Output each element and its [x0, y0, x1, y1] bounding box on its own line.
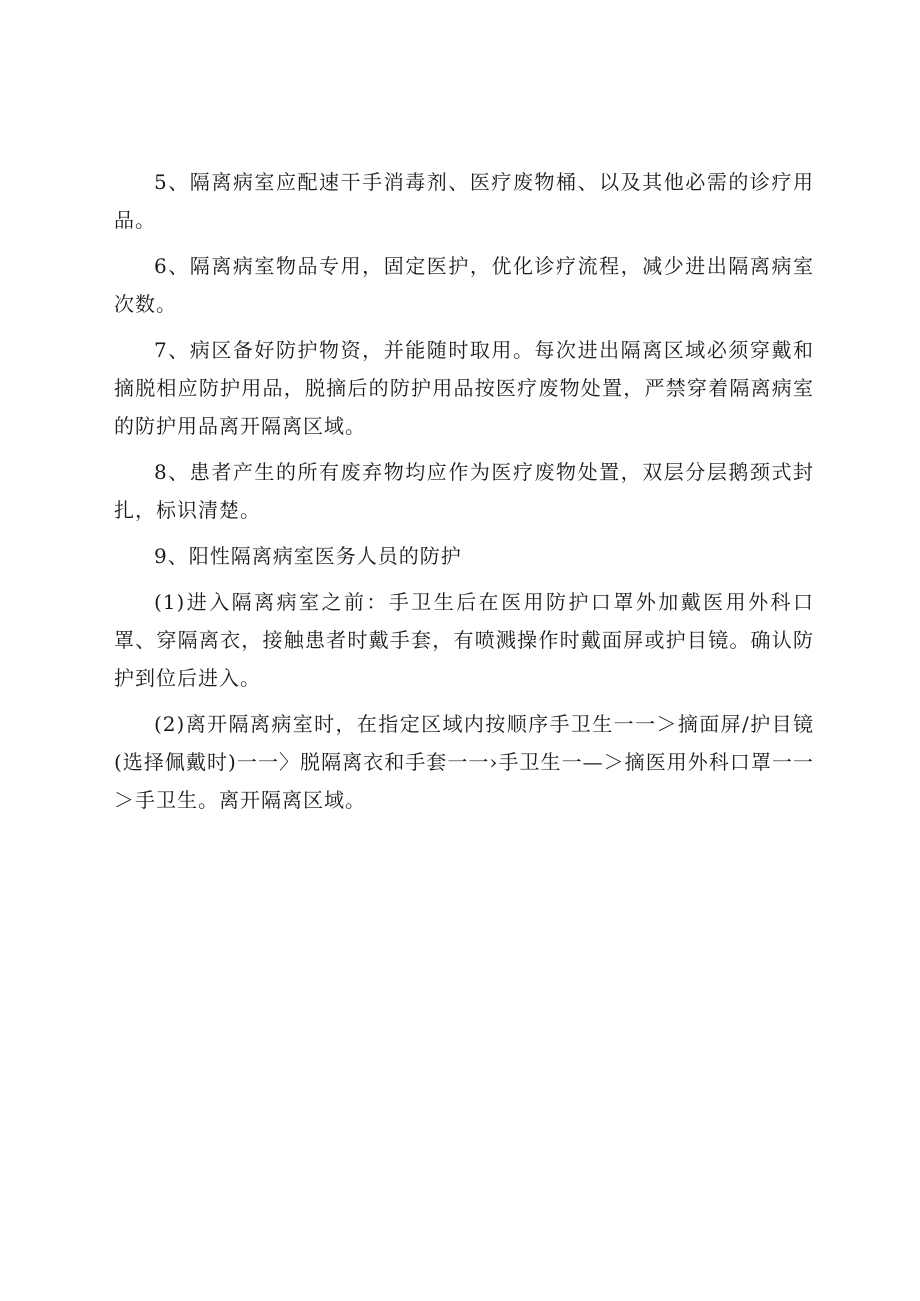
paragraph-item-8: 8、患者产生的所有废弃物均应作为医疗废物处置，双层分层鹅颈式封扎，标识清楚。 [114, 460, 814, 522]
paragraph-item-7: 7、病区备好防护物资，并能随时取用。每次进出隔离区域必须穿戴和摘脱相应防护用品，脱摘后的防护用品按医疗废物处置，严禁穿着隔离病室的防护用品离开隔离区域。 [114, 338, 814, 438]
paragraph-item-5: 5、隔离病室应配速干手消毒剂、医疗废物桶、以及其他必需的诊疗用品。 [114, 170, 814, 232]
document-body [114, 163, 814, 827]
paragraph-sub-item-1: (1)进入隔离病室之前：手卫生后在医用防护口罩外加戴医用外科口罩、穿隔离衣，接触患者时戴手套，有喷溅操作时戴面屏或护目镜。确认防护到位后进入。 [114, 590, 814, 690]
paragraph-item-6: 6、隔离病室物品专用，固定医护，优化诊疗流程，减少进出隔离病室次数。 [114, 254, 814, 316]
paragraph-sub-item-2: (2)离开隔离病室时，在指定区域内按顺序手卫生一一＞摘面屏/护目镜(选择佩戴时)一一〉脱隔离衣和手套一一›手卫生一—＞摘医用外科口罩一一＞手卫生。离开隔离区域。 [114, 712, 814, 812]
paragraph-item-9-heading: 9、阳性隔离病室医务人员的防护 [154, 544, 462, 568]
